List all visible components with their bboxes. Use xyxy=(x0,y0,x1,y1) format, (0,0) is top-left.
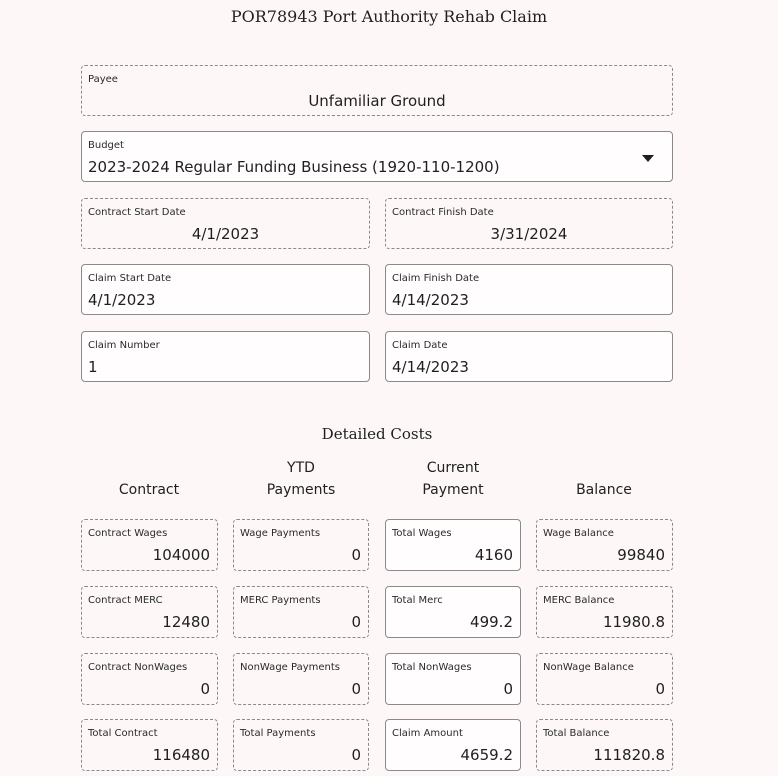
contract-nonwages-label: Contract NonWages xyxy=(88,662,188,673)
chevron-down-icon[interactable] xyxy=(642,155,654,162)
contract-nonwages-field xyxy=(81,653,218,705)
wage-payments-value: 0 xyxy=(351,546,361,564)
total-wages-input[interactable] xyxy=(385,519,521,571)
claim-number-value[interactable]: 1 xyxy=(88,358,98,376)
wage-balance-field xyxy=(536,519,673,571)
contract-finish-date-value: 3/31/2024 xyxy=(490,225,568,243)
contract-wages-label: Contract Wages xyxy=(88,528,168,539)
total-payments-value: 0 xyxy=(351,746,361,764)
contract-merc-field xyxy=(81,586,218,638)
claim-date-label: Claim Date xyxy=(392,340,448,351)
detailed-costs-title: Detailed Costs xyxy=(321,425,433,443)
total-merc-input[interactable] xyxy=(385,586,521,638)
total-contract-label: Total Contract xyxy=(88,728,158,739)
contract-finish-date-field xyxy=(385,198,673,249)
payee-value: Unfamiliar Ground xyxy=(308,92,446,110)
contract-wages-field xyxy=(81,519,218,571)
total-nonwages-input[interactable] xyxy=(385,653,521,705)
budget-value: 2023-2024 Regular Funding Business (1920-110-1200) xyxy=(88,158,500,176)
merc-payments-value: 0 xyxy=(351,613,361,631)
total-merc-value[interactable]: 499.2 xyxy=(470,613,513,631)
nonwage-balance-label: NonWage Balance xyxy=(543,662,634,673)
budget-label: Budget xyxy=(88,140,124,151)
claim-start-date-label: Claim Start Date xyxy=(88,273,172,284)
claim-amount-input[interactable] xyxy=(385,719,521,771)
column-header-ytd-payments: YTD Payments xyxy=(266,460,336,498)
wage-payments-field xyxy=(233,519,369,571)
total-wages-label: Total Wages xyxy=(392,528,452,539)
total-payments-field xyxy=(233,719,369,771)
nonwage-balance-value: 0 xyxy=(655,680,665,698)
total-nonwages-value[interactable]: 0 xyxy=(503,680,513,698)
claim-finish-date-value[interactable]: 4/14/2023 xyxy=(392,291,469,309)
total-merc-label: Total Merc xyxy=(392,595,443,606)
nonwage-balance-field xyxy=(536,653,673,705)
merc-balance-label: MERC Balance xyxy=(543,595,615,606)
total-contract-field xyxy=(81,719,218,771)
claim-number-input[interactable] xyxy=(81,331,370,382)
claim-start-date-input[interactable] xyxy=(81,264,370,315)
claim-number-label: Claim Number xyxy=(88,340,160,351)
payee-label: Payee xyxy=(88,74,118,85)
claim-amount-value[interactable]: 4659.2 xyxy=(460,746,513,764)
total-wages-value[interactable]: 4160 xyxy=(474,546,513,564)
claim-date-input[interactable] xyxy=(385,331,673,382)
contract-finish-date-label: Contract Finish Date xyxy=(392,207,494,218)
claim-finish-date-input[interactable] xyxy=(385,264,673,315)
nonwage-payments-label: NonWage Payments xyxy=(240,662,340,673)
merc-balance-field xyxy=(536,586,673,638)
claim-start-date-value[interactable]: 4/1/2023 xyxy=(88,291,156,309)
merc-balance-value: 11980.8 xyxy=(602,613,665,631)
wage-balance-label: Wage Balance xyxy=(543,528,614,539)
wage-balance-value: 99840 xyxy=(617,546,665,564)
wage-payments-label: Wage Payments xyxy=(240,528,321,539)
total-balance-label: Total Balance xyxy=(543,728,610,739)
contract-merc-label: Contract MERC xyxy=(88,595,163,606)
claim-amount-label: Claim Amount xyxy=(392,728,463,739)
payee-field xyxy=(81,65,673,116)
total-balance-value: 111820.8 xyxy=(593,746,665,764)
contract-nonwages-value: 0 xyxy=(200,680,210,698)
claim-finish-date-label: Claim Finish Date xyxy=(392,273,480,284)
total-nonwages-label: Total NonWages xyxy=(392,662,472,673)
contract-start-date-field xyxy=(81,198,370,249)
total-contract-value: 116480 xyxy=(152,746,210,764)
merc-payments-label: MERC Payments xyxy=(240,595,321,606)
page-title: POR78943 Port Authority Rehab Claim xyxy=(230,7,548,26)
merc-payments-field xyxy=(233,586,369,638)
nonwage-payments-value: 0 xyxy=(351,680,361,698)
contract-start-date-label: Contract Start Date xyxy=(88,207,186,218)
contract-start-date-value: 4/1/2023 xyxy=(191,225,260,243)
contract-wages-value: 104000 xyxy=(152,546,210,564)
claim-date-value[interactable]: 4/14/2023 xyxy=(392,358,469,376)
nonwage-payments-field xyxy=(233,653,369,705)
total-balance-field xyxy=(536,719,673,771)
column-header-contract: Contract xyxy=(118,482,180,498)
column-header-current-payment: Current Payment xyxy=(422,460,484,498)
budget-select[interactable] xyxy=(81,131,673,182)
total-payments-label: Total Payments xyxy=(240,728,316,739)
contract-merc-value: 12480 xyxy=(162,613,210,631)
column-header-balance: Balance xyxy=(576,482,632,498)
